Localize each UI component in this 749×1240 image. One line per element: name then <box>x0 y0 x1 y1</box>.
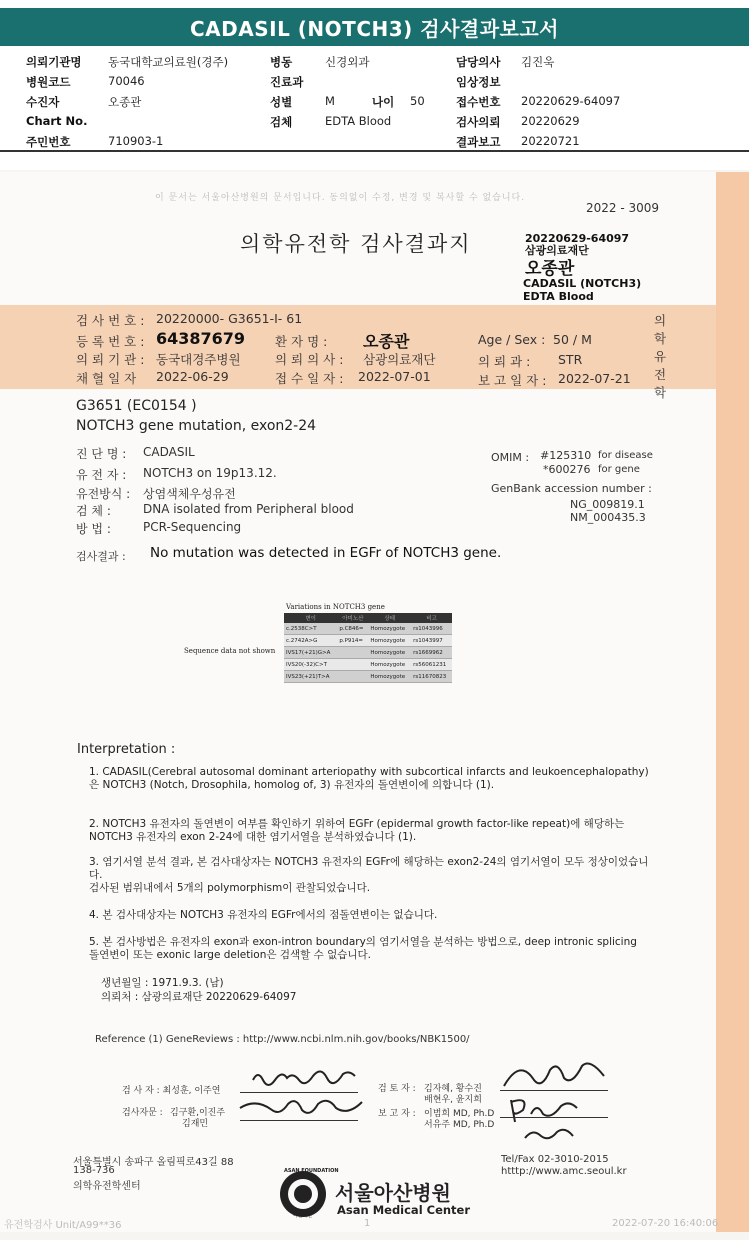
field-label: Chart No. <box>26 114 88 128</box>
reference: Reference (1) GeneReviews : http://www.ncbi.nlm.nih.gov/books/NBK1500/ <box>95 1034 470 1045</box>
stamp-line: EDTA Blood <box>523 290 594 303</box>
test-code: G3651 (EC0154 ) <box>76 398 197 414</box>
interpretation-item: 4. 본 검사대상자는 NOTCH3 유전자의 EGFr에서의 점돌연변이는 없습니다. <box>89 909 438 921</box>
patient-name: 오종관 <box>363 332 410 351</box>
advisor-signature <box>236 1092 366 1122</box>
omim-label: OMIM : <box>491 451 530 464</box>
page-number: 1 <box>364 1218 371 1229</box>
signature-line <box>240 1120 358 1121</box>
examiner-signature <box>243 1062 358 1094</box>
table-row <box>284 647 452 659</box>
logo-ring-text: 아산재단 <box>293 1213 313 1219</box>
signature-line <box>500 1090 608 1091</box>
recv-date: 2022-07-01 <box>358 369 431 384</box>
interpretation-item: 검사된 범위내에서 5개의 polymorphism이 관찰되었습니다. <box>89 882 371 894</box>
exam-no-label: 검 사 번 호 : <box>76 313 145 328</box>
genbank-nm: NM_000435.3 <box>570 511 646 524</box>
gene: NOTCH3 on 19p13.12. <box>143 466 277 480</box>
field-value: 20220721 <box>521 134 580 148</box>
field-label: 진료과 <box>270 75 304 89</box>
table-row <box>284 635 452 647</box>
signature-line <box>500 1117 608 1118</box>
table-header: 변이 <box>284 613 337 623</box>
age-sex-label: Age / Sex : <box>478 332 546 347</box>
inherit-label: 유전방식 : <box>76 487 131 501</box>
field-value: 50 <box>410 94 425 108</box>
table-row <box>284 623 452 635</box>
interpretation-item: 1. CADASIL(Cerebral autosomal dominant arteriopathy with subcortical infarcts and leukoencephalopathy)은 NOTCH3 (Notch, Drosophila, homolog of, 3) 유전자의 돌연변이에 의합니다 (1). <box>89 766 649 791</box>
stamp-name: 오종관 <box>525 259 575 279</box>
reporter: 이범희 MD, Ph.D <box>424 1109 495 1119</box>
table-cell: IVS23(+21)T>A <box>284 671 337 683</box>
advisor: 김구환,이진주 <box>170 1108 226 1118</box>
table-cell <box>337 647 368 659</box>
report-date-label: 보 고 일 자 : <box>478 373 547 388</box>
stamp-line: CADASIL (NOTCH3) <box>523 277 642 290</box>
table-cell: p.C846= <box>337 623 368 635</box>
specimen-label: 검 체 : <box>76 504 111 518</box>
side-label: 의학유전학 <box>653 313 667 400</box>
field-label: 담당의사 <box>456 55 501 69</box>
draw-date: 2022-06-29 <box>156 369 229 384</box>
table-cell: rs11670823 <box>411 671 452 683</box>
result-label: 검사결과 : <box>76 550 126 563</box>
field-value: M <box>325 94 335 108</box>
field-label: 검사의뢰 <box>456 115 501 129</box>
field-value: 김진욱 <box>521 55 555 69</box>
diag: CADASIL <box>143 445 195 459</box>
genbank-ng: NG_009819.1 <box>570 498 645 511</box>
stamp-line: 20220629-64097 <box>525 232 630 245</box>
diag-label: 진 단 명 : <box>76 447 127 461</box>
field-label: 성별 <box>270 95 293 109</box>
advisor-2: 김재민 <box>182 1119 209 1129</box>
interpretation-item: 5. 본 검사방법은 유전자의 exon과 exon-intron boundary의 염기서열을 분석하는 방법으로, deep intronic splicing 돌연변이 또는 exonic large deletion은 검색할 수 없습니다. <box>89 936 637 961</box>
table-cell: rs1043996 <box>411 623 452 635</box>
website: htttp://www.amc.seoul.kr <box>501 1166 627 1177</box>
gene-label: 유 전 자 : <box>76 468 127 482</box>
table-cell: Homozygote <box>368 659 411 671</box>
interpretation-item: 2. NOTCH3 유전자의 돌연변이 여부를 확인하기 위하여 EGFr (epidermal growth factor-like repeat)에 해당하는 NOTCH3 유전자의 exon 2-24에 대한 염기서열을 분석하였습니다 (1). <box>89 818 625 843</box>
doc-code: 2022 - 3009 <box>586 201 660 215</box>
reviewer-signature <box>500 1056 610 1094</box>
address-line: 138-736 <box>73 1165 115 1176</box>
field-label: 수진자 <box>26 95 60 109</box>
doctor: 삼광의료재단 <box>363 352 436 367</box>
report-title: CADASIL (NOTCH3) 검사결과보고서 <box>0 8 749 46</box>
genbank-label: GenBank accession number : <box>491 482 652 495</box>
unit-code: 유전학검사 Unit/A99**36 <box>4 1220 122 1231</box>
hospital-name-en: Asan Medical Center <box>337 1203 471 1217</box>
dept: STR <box>558 352 583 367</box>
recv-date-label: 접 수 일 자 : <box>275 371 344 386</box>
reporter-signature <box>505 1092 585 1144</box>
inherit: 상염색체우성유전 <box>143 487 236 501</box>
table-cell: Homozygote <box>368 671 411 683</box>
table-cell: Homozygote <box>368 635 411 647</box>
field-value: 20220629 <box>521 114 580 128</box>
field-label: 검체 <box>270 115 293 129</box>
method-label: 방 법 : <box>76 522 111 536</box>
report-date: 2022-07-21 <box>558 371 631 386</box>
field-value: 710903-1 <box>108 134 164 148</box>
method: PCR-Sequencing <box>143 520 242 534</box>
hospital-name-ko: 서울아산병원 <box>335 1181 451 1205</box>
print-timestamp: 2022-07-20 16:40:06 <box>612 1218 719 1229</box>
field-value: 신경외과 <box>325 55 370 69</box>
field-value: 70046 <box>108 74 145 88</box>
birth-date: 생년월일 : 1971.9.3. (남) <box>101 977 224 989</box>
table-cell <box>337 671 368 683</box>
dept-label: 의 뢰 과 : <box>478 354 531 369</box>
test-name: NOTCH3 gene mutation, exon2-24 <box>76 418 317 434</box>
table-cell: c.2742A>G <box>284 635 337 647</box>
referrer: 의뢰처 : 삼광의료재단 20220629-64097 <box>101 991 297 1003</box>
table-cell: rs1043997 <box>411 635 452 647</box>
tel-fax: Tel/Fax 02-3010-2015 <box>501 1154 609 1165</box>
reviewer-label: 검 토 자 : <box>378 1084 416 1094</box>
patient-label: 환 자 명 : <box>275 334 328 349</box>
sequence-note: Sequence data not shown <box>184 647 276 655</box>
field-value: 오종관 <box>108 95 142 109</box>
table-cell: rs56061231 <box>411 659 452 671</box>
field-label: 임상정보 <box>456 75 501 89</box>
field-label: 접수번호 <box>456 95 501 109</box>
result-text: No mutation was detected in EGFr of NOTCH3 gene. <box>150 545 502 561</box>
reviewer: 김자혜, 황수진 <box>424 1084 482 1094</box>
field-label: 주민번호 <box>26 135 71 149</box>
paper-edge <box>716 172 749 1232</box>
field-label: 나이 <box>372 95 395 109</box>
variations-caption: Variations in NOTCH3 gene <box>286 603 385 611</box>
address-line: 의학유전학센터 <box>73 1181 141 1192</box>
table-row <box>284 659 452 671</box>
omim-gene: *600276 <box>543 463 591 476</box>
logo-ring-text: ASAN FOUNDATION <box>284 1168 339 1174</box>
doctor-label: 의 뢰 의 사 : <box>275 352 344 367</box>
omim-gene-note: for gene <box>598 464 640 475</box>
inst-label: 의 뢰 기 관 : <box>76 352 145 367</box>
asan-logo-icon <box>280 1171 326 1217</box>
omim-disease: #125310 <box>540 449 592 462</box>
table-cell: rs1669962 <box>411 647 452 659</box>
variations-table <box>284 613 452 683</box>
field-label: 병원코드 <box>26 75 71 89</box>
reporter-2: 서유주 MD, Ph.D <box>424 1120 495 1130</box>
age-sex: 50 / M <box>553 332 592 347</box>
reviewer-2: 배현우, 윤지희 <box>424 1095 482 1105</box>
header-divider <box>0 150 749 152</box>
field-value: 20220629-64097 <box>521 94 621 108</box>
field-value: 동국대학교의료원(경주) <box>108 55 229 69</box>
field-label: 결과보고 <box>456 135 501 149</box>
table-header: 비고 <box>411 613 452 623</box>
draw-date-label: 채 혈 일 자 <box>76 371 137 386</box>
table-header: 상태 <box>368 613 411 623</box>
exam-no: 20220000- G3651-I- 61 <box>156 311 303 326</box>
examiner: 검 사 자 : 최성훈, 이주연 <box>122 1086 221 1096</box>
address-line: 서울특별시 송파구 올림픽로43길 88 <box>73 1157 234 1168</box>
table-cell <box>337 659 368 671</box>
stamp-line: 삼광의료재단 <box>525 244 589 257</box>
inst: 동국대경주병원 <box>156 352 241 367</box>
omim-disease-note: for disease <box>598 450 653 461</box>
table-header: 아미노산 <box>337 613 368 623</box>
copy-watermark: 이 문서는 서울아산병원의 문서입니다. 동의없이 수정, 변경 및 복사할 수 없습니다. <box>155 193 526 203</box>
specimen: DNA isolated from Peripheral blood <box>143 502 354 516</box>
reg-no-label: 등 록 번 호 : <box>76 334 145 349</box>
reg-no: 64387679 <box>156 329 246 348</box>
table-cell: c.2538C>T <box>284 623 337 635</box>
table-cell: Homozygote <box>368 647 411 659</box>
table-row <box>284 671 452 683</box>
table-cell: IVS20(-32)C>T <box>284 659 337 671</box>
reporter-label: 보 고 자 : <box>378 1109 416 1119</box>
table-cell: Homozygote <box>368 623 411 635</box>
field-label: 병동 <box>270 55 293 69</box>
table-cell: IVS17(+21)G>A <box>284 647 337 659</box>
advisor-label: 검사자문 : <box>122 1108 163 1118</box>
table-cell: p.P914= <box>337 635 368 647</box>
field-value: EDTA Blood <box>325 114 392 128</box>
interpretation-heading: Interpretation : <box>77 742 176 757</box>
interpretation-item: 3. 염기서열 분석 결과, 본 검사대상자는 NOTCH3 유전자의 EGFr에 해당하는 exon2-24의 염기서열이 모두 정상이었습니다. <box>89 856 649 881</box>
doc-title: 의학유전학 검사결과지 <box>240 232 472 256</box>
field-label: 의뢰기관명 <box>26 55 82 69</box>
